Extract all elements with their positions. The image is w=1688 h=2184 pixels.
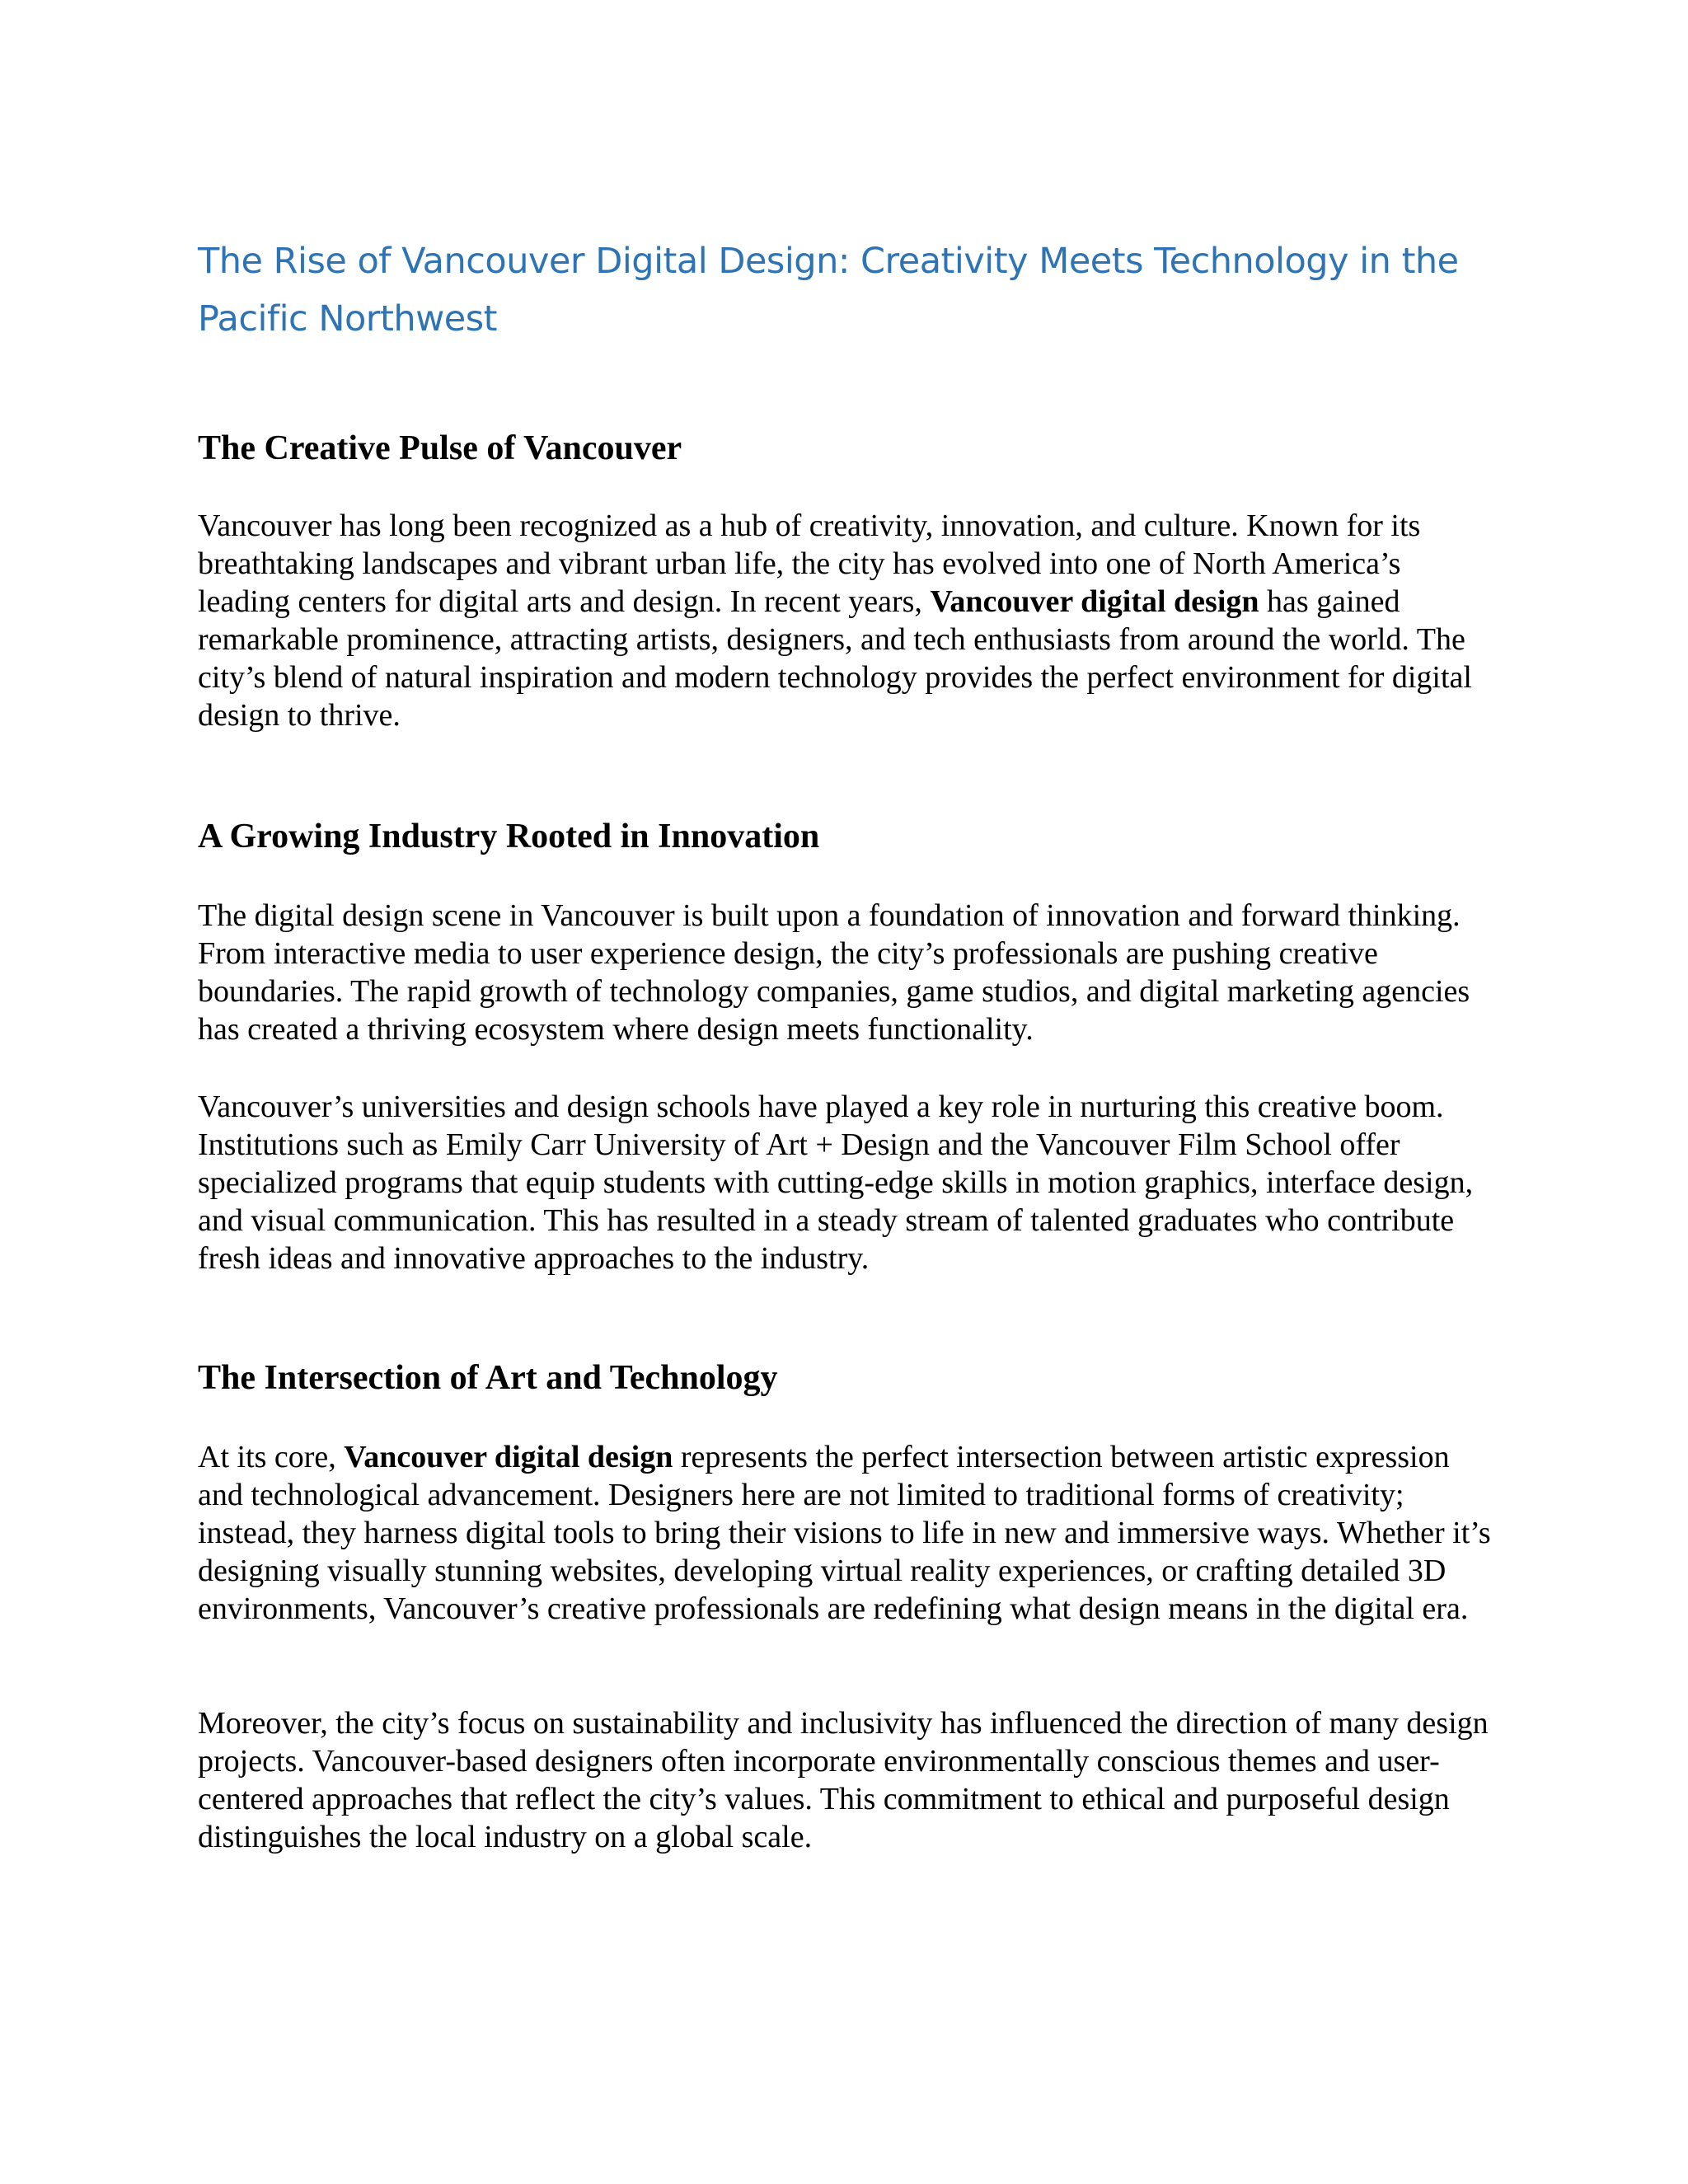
- section-heading-art-technology: The Intersection of Art and Technology: [198, 1359, 778, 1397]
- paragraph-growing-industry-2: Vancouver’s universities and design schools have played a key role in nurturing this creative boom. Institutions such as Emily Carr University of Art + Design and the Vancouver Film School offer specialized programs that equip students with cutting-edge skills in motion graphics, interface design, and visual communication. This has resulted in a steady stream of talented graduates who contribute fresh ideas and innovative approaches to the industry.: [198, 1090, 1474, 1276]
- paragraph-art-technology-1: [198, 1438, 1492, 1628]
- document-title: The Rise of Vancouver Digital Design: Creativity Meets Technology in the Pacific Northwest: [198, 241, 1459, 340]
- paragraph-art-technology-2: Moreover, the city’s focus on sustainability and inclusivity has influenced the direction of many design projects. Vancouver-based designers often incorporate environmentally conscious themes and user-centered approaches that reflect the city’s values. This commitment to ethical and purposeful design distinguishes the local industry on a global scale.: [198, 1706, 1489, 1854]
- bold-keyword: Vancouver digital design: [930, 584, 1259, 619]
- section-heading-growing-industry: A Growing Industry Rooted in Innovation: [198, 818, 820, 855]
- paragraph-text: Vancouver has long been recognized as a hub of creativity, innovation, and culture. Known for its breathtaking landscapes and vibrant urban life, the city has evolved into one of North America’s leading centers for digital arts and design. In recent years,: [198, 509, 1421, 619]
- paragraph-growing-industry-1: The digital design scene in Vancouver is built upon a foundation of innovation and forward thinking. From interactive media to user experience design, the city’s professionals are pushing creative boundaries. The rapid growth of technology companies, game studios, and digital marketing agencies has created a thriving ecosystem where design meets functionality.: [198, 898, 1470, 1047]
- section-heading-creative-pulse: The Creative Pulse of Vancouver: [198, 429, 682, 467]
- paragraph-text: At its core,: [198, 1440, 345, 1474]
- bold-keyword: Vancouver digital design: [344, 1440, 673, 1474]
- paragraph-creative-pulse: [198, 507, 1492, 734]
- paragraph-text: represents the perfect intersection between artistic expression and technological advancement. Designers here are not limited to traditional forms of creativity; instead, they harness digital tools to bring their visions to life in new and immersive ways. Whether it’s designing visually stunning websites, developing virtual reality experiences, or crafting detailed 3D environments, Vancouver’s creative professionals are redefining what design means in the digital era.: [198, 1440, 1491, 1626]
- paragraph-text: has gained remarkable prominence, attracting artists, designers, and tech enthusiasts from around the world. The city’s blend of natural inspiration and modern technology provides the perfect environment for digital design to thrive.: [198, 584, 1472, 733]
